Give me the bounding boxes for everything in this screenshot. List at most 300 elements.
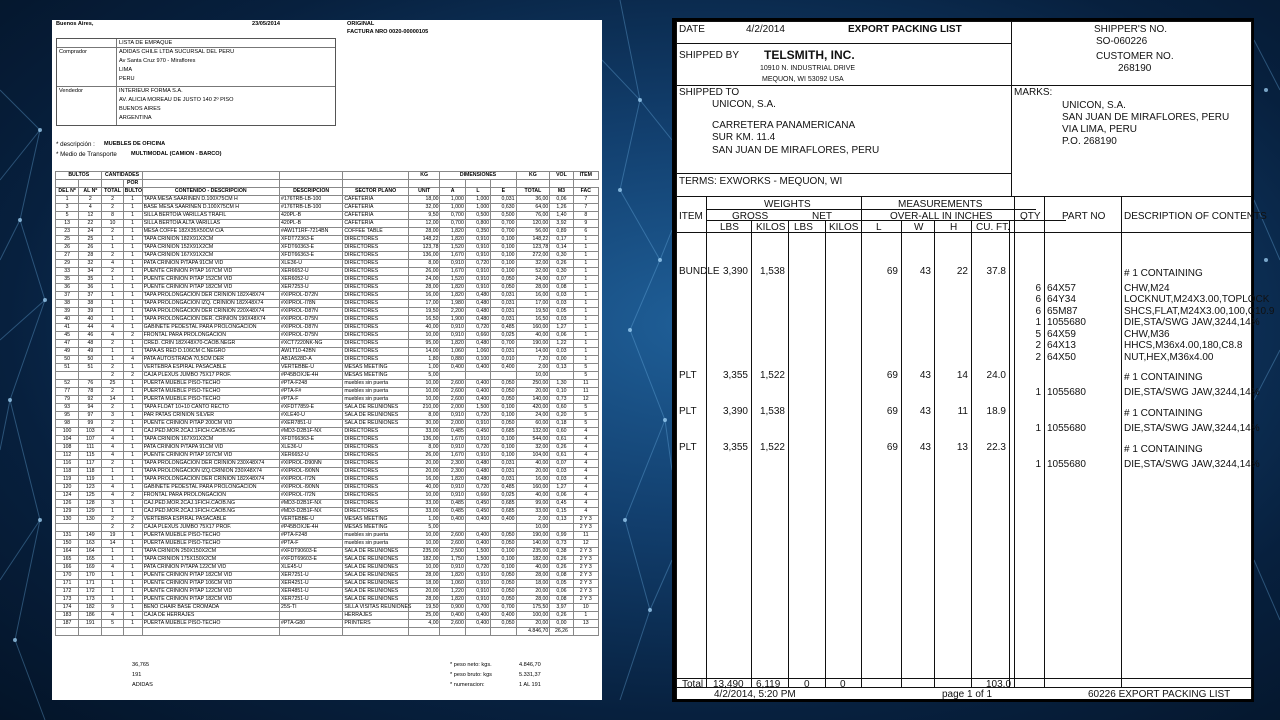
footer-labels	[450, 660, 492, 690]
table-cell: 1,670	[440, 436, 465, 444]
table-cell: GABINETE PEDESTAL PARA PROLONGACION	[142, 484, 279, 492]
table-cell: 0,15	[550, 508, 573, 516]
table-cell: 17,00	[408, 300, 440, 308]
table-cell: 1,750	[440, 556, 465, 564]
table-cell: 0,685	[491, 428, 516, 436]
table-cell: #XIPROL-D72N	[279, 292, 342, 300]
table-cell: 0,025	[491, 492, 516, 500]
package-gross-kilos: 1,522	[759, 370, 785, 381]
table-row	[56, 476, 599, 484]
header-box	[56, 38, 336, 126]
table-cell: CAJA PLEXUS JUMBO 75X17 PROF.	[142, 372, 279, 380]
table-cell	[279, 180, 342, 188]
table-cell: 2,00	[516, 516, 550, 524]
table-cell: A	[440, 188, 465, 196]
table-cell: 1	[123, 396, 142, 404]
table-cell: 52	[56, 380, 79, 388]
table-cell: MESAS MEETING	[343, 524, 408, 532]
table-cell: 1,820	[440, 596, 465, 604]
table-cell	[440, 180, 465, 188]
table-cell: CAFETERIA	[343, 196, 408, 204]
table-cell: 24	[79, 228, 102, 236]
table-cell: 160,00	[516, 484, 550, 492]
table-cell: 0,03	[550, 316, 573, 324]
shipper-no: SO-060226	[1096, 36, 1148, 47]
table-cell: 4	[573, 428, 598, 436]
table-cell: HERRAJES	[343, 612, 408, 620]
table-cell: 0,03	[550, 292, 573, 300]
col-l: L	[876, 222, 882, 233]
table-cell: 34	[79, 268, 102, 276]
table-cell: #XIPROL-D75N	[279, 316, 342, 324]
table-cell	[465, 524, 490, 532]
marks-line: SAN JUAN DE MIRAFLORES, PERU	[1062, 112, 1230, 123]
table-cell: 3,97	[550, 604, 573, 612]
table-cell: 170	[56, 572, 79, 580]
table-cell	[516, 180, 550, 188]
table-cell: 182,00	[408, 556, 440, 564]
table-cell: 0,06	[550, 588, 573, 596]
table-cell: XLE36-U	[279, 444, 342, 452]
table-cell: 93	[56, 404, 79, 412]
table-cell: 0,485	[491, 484, 516, 492]
table-cell: 1	[123, 412, 142, 420]
table-cell: DIRECTORES	[343, 484, 408, 492]
col-gross-kilos: KILOS	[756, 222, 786, 233]
buyer-line: Av Santa Cruz 970 - Miraflores	[119, 58, 196, 65]
customer-no-label: CUSTOMER NO.	[1096, 51, 1174, 62]
table-cell: #XIPROL-I78N	[279, 300, 342, 308]
table-cell: 124	[56, 492, 79, 500]
table-cell	[491, 180, 516, 188]
table-cell: 107	[79, 436, 102, 444]
table-cell: 79	[56, 396, 79, 404]
table-cell: TAPA CRINION 175X150X2CM	[142, 556, 279, 564]
table-cell: 170	[79, 572, 102, 580]
table-cell: PUENTE CRINION P/TAP 152CM VID	[142, 276, 279, 284]
table-cell: 131	[56, 532, 79, 540]
table-cell: 187	[56, 620, 79, 628]
table-cell: 11	[573, 388, 598, 396]
table-cell: 116	[56, 460, 79, 468]
list-title: LISTA DE EMPAQUE	[119, 40, 173, 46]
table-cell: TAPA CRINION 167X91X2CM	[142, 252, 279, 260]
shipped-to-line: CARRETERA PANAMERICANA	[712, 119, 856, 131]
table-cell: 1	[573, 292, 598, 300]
table-row	[56, 228, 599, 236]
table-row	[56, 484, 599, 492]
table-cell: #PTA-F	[279, 540, 342, 548]
table-cell: SECTOR PLANO	[343, 188, 408, 196]
table-cell: 1	[102, 468, 123, 476]
table-cell: 0,13	[550, 516, 573, 524]
footer-left-line: 191	[132, 672, 142, 678]
table-cell	[573, 628, 598, 636]
table-cell: GABINETE PEDESTAL PARA PROLONGACION	[142, 324, 279, 332]
table-cell: 0,100	[491, 268, 516, 276]
table-cell: 1,820	[440, 284, 465, 292]
seller-line: ARGENTINA	[119, 115, 152, 122]
table-cell	[550, 180, 573, 188]
table-cell: 0,08	[550, 284, 573, 292]
package-cuft: 18.9	[986, 406, 1006, 417]
table-row	[56, 212, 599, 220]
company-address: 10910 N. INDUSTRIAL DRIVE	[760, 65, 856, 72]
footer-left-line: 36,765	[132, 662, 150, 668]
table-cell: 0,26	[550, 612, 573, 620]
table-cell: 182	[79, 604, 102, 612]
col-w: W	[914, 222, 924, 233]
table-cell: 0,26	[550, 444, 573, 452]
table-cell: #XIPROL-I90NN	[279, 484, 342, 492]
table-cell: 0,60	[550, 404, 573, 412]
table-cell: DIRECTORES	[343, 492, 408, 500]
table-cell: 2	[102, 340, 123, 348]
table-cell: 0,050	[491, 540, 516, 548]
content-description: SHCS,FLAT,M24X3.00,100,C10.9	[1124, 305, 1275, 317]
table-row	[56, 300, 599, 308]
table-cell: 37	[79, 292, 102, 300]
table-cell: 173	[79, 596, 102, 604]
table-cell: #MD3-D2B1F-NX	[279, 428, 342, 436]
table-cell: CAFETERIA	[343, 212, 408, 220]
col-description: DESCRIPTION OF CONTENTS	[1124, 211, 1267, 222]
buyer-line: PERU	[119, 76, 135, 83]
table-cell: 0,031	[491, 316, 516, 324]
table-cell: 1,500	[465, 548, 490, 556]
content-description: CHW,M24	[1124, 282, 1170, 294]
package-length: 69	[886, 266, 898, 277]
table-cell: 0,73	[550, 396, 573, 404]
table-cell: 35	[56, 276, 79, 284]
table-cell: 100,00	[516, 612, 550, 620]
table-cell: 32,00	[516, 260, 550, 268]
package-gross-lbs: 3,390	[722, 266, 748, 277]
table-cell: FAC	[573, 188, 598, 196]
original-label: ORIGINAL	[347, 21, 375, 27]
table-cell: 1,80	[408, 356, 440, 364]
table-cell: 182,00	[516, 556, 550, 564]
table-cell: 95	[56, 412, 79, 420]
table-cell	[79, 180, 102, 188]
table-cell: #PTA-G80	[279, 620, 342, 628]
content-description: # 1 CONTAINING	[1124, 444, 1203, 455]
table-cell: 0,26	[550, 564, 573, 572]
table-cell: 123,78	[408, 244, 440, 252]
packing-date: 4/2/2014	[746, 24, 785, 35]
table-cell: 1,670	[440, 452, 465, 460]
table-cell: 0,910	[465, 452, 490, 460]
table-cell: 0,031	[491, 308, 516, 316]
content-qty: 1	[1035, 458, 1041, 470]
table-cell: 2,00	[516, 364, 550, 372]
package-height: 13	[956, 442, 968, 453]
table-cell: 23	[56, 228, 79, 236]
table-cell: 7,20	[516, 356, 550, 364]
table-cell: 40,00	[408, 324, 440, 332]
table-cell: DIRECTORES	[343, 348, 408, 356]
table-cell: MESA COFFE 182X35X50CM C/A	[142, 228, 279, 236]
table-cell: 1	[123, 588, 142, 596]
table-cell: 51	[79, 364, 102, 372]
table-cell: SALA DE REUNIONES	[343, 596, 408, 604]
table-cell: 0,050	[491, 380, 516, 388]
table-cell: 10,00	[516, 524, 550, 532]
table-row	[56, 316, 599, 324]
table-cell: 25S-TI	[279, 604, 342, 612]
table-cell: 1,00	[408, 364, 440, 372]
table-cell: DIRECTORES	[343, 292, 408, 300]
content-qty: 1	[1035, 386, 1041, 398]
table-cell: 0,06	[550, 332, 573, 340]
table-cell: 8	[102, 212, 123, 220]
content-description: DIE,STA/SWG JAW,3244,14%	[1124, 317, 1260, 328]
table-cell: 1	[123, 604, 142, 612]
table-cell: 26,26	[550, 628, 573, 636]
table-cell: 36	[56, 284, 79, 292]
table-cell: 11	[573, 532, 598, 540]
shipped-to-label: SHIPPED TO	[679, 87, 740, 98]
table-cell: DIRECTORES	[343, 324, 408, 332]
table-cell: PUERTA MUEBLE PISO-TECHO	[142, 380, 279, 388]
table-cell: 26	[79, 244, 102, 252]
table-cell: 173	[56, 596, 79, 604]
table-cell	[102, 628, 123, 636]
table-cell: XFDT66363-E	[279, 252, 342, 260]
table-cell: 190,00	[516, 340, 550, 348]
table-cell: 0,050	[491, 388, 516, 396]
table-cell: SALA DE REUNIONES	[343, 564, 408, 572]
table-cell: 1,820	[440, 476, 465, 484]
table-row	[56, 532, 599, 540]
table-cell: PUENTE CRINION P/TAP 106CM VID	[142, 580, 279, 588]
table-cell: 1,27	[550, 484, 573, 492]
content-part-no: 1055680	[1047, 422, 1086, 434]
table-cell: 7	[573, 196, 598, 204]
table-cell: 0,03	[550, 348, 573, 356]
table-cell: 420,00	[516, 404, 550, 412]
table-cell: 2,300	[440, 468, 465, 476]
table-cell: 13	[56, 220, 79, 228]
table-cell: 25,00	[408, 612, 440, 620]
table-cell: 2 Y 3	[573, 548, 598, 556]
marks-line: UNICON, S.A.	[1062, 100, 1126, 111]
table-cell: 0,400	[465, 364, 490, 372]
table-cell: 0,720	[465, 564, 490, 572]
table-row	[56, 252, 599, 260]
table-cell: #XIPROL-I72N	[279, 492, 342, 500]
table-cell: SALA DE REUNIONES	[343, 572, 408, 580]
table-cell: 20,00	[408, 460, 440, 468]
table-cell: 1	[102, 244, 123, 252]
table-cell: 8,00	[408, 260, 440, 268]
table-cell: XER7253-U	[279, 284, 342, 292]
table-cell: 112	[56, 452, 79, 460]
table-cell: 56,00	[516, 228, 550, 236]
package-gross-lbs: 3,355	[722, 370, 748, 381]
table-cell: 99,00	[516, 500, 550, 508]
table-cell: 2 Y 3	[573, 564, 598, 572]
table-row	[56, 276, 599, 284]
table-cell: XER4251-U	[279, 580, 342, 588]
table-cell: TAPA AS RED D.106CM C.NEGRO	[142, 348, 279, 356]
table-cell: 0,38	[550, 548, 573, 556]
table-cell: 2	[123, 516, 142, 524]
table-cell: 1	[123, 508, 142, 516]
table-cell: 1	[102, 276, 123, 284]
table-cell: 4	[573, 500, 598, 508]
table-cell: DIRECTORES	[343, 444, 408, 452]
table-cell: 0,30	[550, 252, 573, 260]
table-cell: 2,600	[440, 532, 465, 540]
table-cell: 0,900	[440, 604, 465, 612]
table-cell: 1	[573, 612, 598, 620]
date-label: DATE	[679, 24, 705, 35]
table-cell: 38	[79, 300, 102, 308]
shipped-to-line	[712, 112, 879, 120]
table-row	[56, 548, 599, 556]
table-cell: 1,22	[550, 340, 573, 348]
table-cell: 0,485	[440, 428, 465, 436]
table-cell: 18,00	[408, 580, 440, 588]
table-cell: 32,00	[408, 204, 440, 212]
table-cell: 2 Y 3	[573, 516, 598, 524]
table-cell: TAPA CRINION 182X91X2CM	[142, 236, 279, 244]
table-cell: 0,700	[440, 212, 465, 220]
table-cell: PUERTA MUEBLE PISO-TECHO	[142, 532, 279, 540]
table-cell: 0,720	[465, 324, 490, 332]
table-cell: SALA DE REUNIONES	[343, 588, 408, 596]
table-cell: 111	[79, 444, 102, 452]
terms: TERMS: EXWORKS - MEQUON, WI	[679, 176, 843, 187]
table-cell: 4	[102, 436, 123, 444]
table-header-cell: DIMENSIONES	[440, 172, 516, 180]
seller-label: Vendedor	[57, 87, 117, 125]
table-cell: 0,720	[465, 412, 490, 420]
table-cell: 0,05	[550, 580, 573, 588]
table-cell: 78	[79, 388, 102, 396]
package-gross-kilos: 1,538	[759, 266, 785, 277]
table-header-cell: VOL	[550, 172, 573, 180]
table-cell: #MD3-D2B1F-NX	[279, 508, 342, 516]
table-cell: 0,30	[550, 268, 573, 276]
table-cell: 1	[102, 348, 123, 356]
table-cell: 169	[79, 564, 102, 572]
table-cell: 120	[56, 484, 79, 492]
table-cell: 0,400	[465, 620, 490, 628]
table-row	[56, 236, 599, 244]
table-cell: 37	[56, 292, 79, 300]
table-cell: 0,910	[440, 260, 465, 268]
table-cell: 171	[79, 580, 102, 588]
table-cell: 1,000	[465, 204, 490, 212]
table-header-cell	[279, 172, 342, 180]
marks-line: P.O. 268190	[1062, 136, 1117, 147]
table-cell: 0,050	[491, 596, 516, 604]
table-cell: TAPA CRINION 250X150X2CM	[142, 548, 279, 556]
table-cell: TOTAL	[102, 188, 123, 196]
table-cell: 1	[102, 308, 123, 316]
company-name: TELSMITH, INC.	[764, 48, 855, 62]
table-cell	[491, 524, 516, 532]
table-cell	[491, 372, 516, 380]
table-cell: 39	[79, 308, 102, 316]
table-cell: 1,26	[550, 204, 573, 212]
table-cell: 0,700	[440, 220, 465, 228]
net-weight-label: * peso neto: kgs.	[450, 662, 492, 668]
table-cell: 0,73	[550, 540, 573, 548]
table-cell: 1	[123, 436, 142, 444]
footer-left-line: ADIDAS	[132, 682, 153, 688]
table-cell: 149	[79, 532, 102, 540]
col-gross-lbs: LBS	[720, 222, 739, 233]
table-cell: 16,00	[408, 292, 440, 300]
table-cell: 0,03	[550, 300, 573, 308]
table-cell: TAPA CRINION 152X91X2CM	[142, 244, 279, 252]
table-cell: DIRECTORES	[343, 284, 408, 292]
table-cell: 0,660	[465, 332, 490, 340]
table-cell: 191	[79, 620, 102, 628]
table-header-cell	[343, 172, 408, 180]
table-cell: 140,00	[516, 540, 550, 548]
table-cell: 33	[56, 268, 79, 276]
table-cell: 51	[56, 364, 79, 372]
table-cell: SALA DE REUNIONES	[343, 412, 408, 420]
table-cell: 0,480	[465, 292, 490, 300]
content-qty: 6	[1035, 282, 1041, 294]
table-cell: 0,050	[491, 284, 516, 292]
table-cell: PATA CRINION P/TAPA 91CM VID	[142, 260, 279, 268]
table-cell: 12	[573, 396, 598, 404]
col-net-kilos: KILOS	[829, 222, 859, 233]
table-row	[56, 356, 599, 364]
table-header-cell: BULTOS	[56, 172, 102, 180]
table-cell: 10,00	[408, 564, 440, 572]
table-cell: 4	[102, 452, 123, 460]
table-cell: 40	[79, 316, 102, 324]
table-cell: 49	[79, 348, 102, 356]
table-cell: 1	[123, 276, 142, 284]
table-cell: 1	[123, 460, 142, 468]
table-cell: 2	[79, 196, 102, 204]
table-cell: 104,00	[516, 452, 550, 460]
table-cell: 1,220	[440, 588, 465, 596]
table-cell: 0,480	[465, 300, 490, 308]
table-cell: PUERTA MUEBLE PISO-TECHO	[142, 540, 279, 548]
table-cell: 0,10	[550, 388, 573, 396]
table-cell: XER4851-U	[279, 588, 342, 596]
table-cell: 3	[102, 412, 123, 420]
col-measurements: MEASUREMENTS	[898, 199, 983, 210]
table-cell: 0,100	[491, 556, 516, 564]
table-cell: 1	[123, 572, 142, 580]
table-cell: 0,700	[491, 220, 516, 228]
table-cell: 26,00	[408, 452, 440, 460]
table-cell: 129	[56, 508, 79, 516]
table-cell: 0,050	[491, 620, 516, 628]
table-cell: 26,00	[408, 268, 440, 276]
table-cell	[79, 524, 102, 532]
table-cell: 1	[123, 348, 142, 356]
table-cell: 186	[79, 612, 102, 620]
table-cell: 1	[102, 508, 123, 516]
table-cell: 1	[102, 580, 123, 588]
table-cell: muebles sin puerta	[343, 388, 408, 396]
table-cell: 165	[79, 556, 102, 564]
table-cell: 24,00	[516, 276, 550, 284]
table-row	[56, 260, 599, 268]
table-cell	[465, 628, 490, 636]
